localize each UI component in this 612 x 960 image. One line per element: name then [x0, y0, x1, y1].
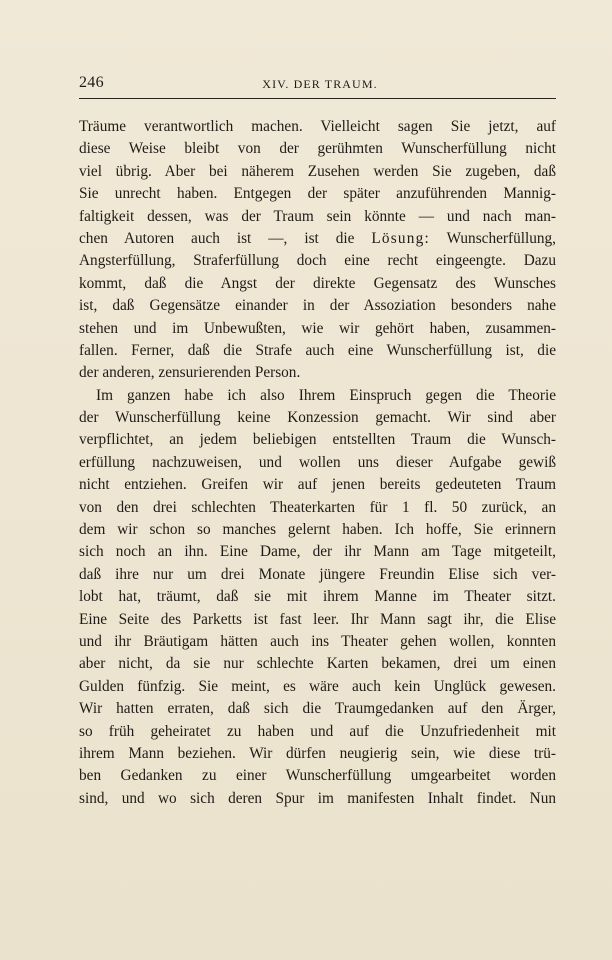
header-rule: [79, 98, 556, 99]
text-line: Wir hatten erraten, daß sich die Traumgedanken auf den Ärger,: [79, 700, 556, 718]
page-header: [79, 70, 541, 94]
text-line: ist, daß Gegensätze einander in der Assoziation besonders nahe: [79, 297, 556, 315]
text-line: von den drei schlechten Theaterkarten für 1 fl. 50 zurück, an: [79, 498, 556, 516]
text-line: faltigkeit dessen, was der Traum sein könnte — und nach man-: [79, 207, 556, 225]
text-line-with-emphasis: [79, 228, 556, 250]
emphasis-spaced: Lösung:: [371, 229, 430, 247]
text-fragment: Wunscherfüllung,: [446, 229, 556, 247]
text-line: erfüllung nachzuweisen, und wollen uns dieser Aufgabe gewiß: [79, 453, 556, 471]
text-line: der anderen, zensurierenden Person.: [79, 364, 301, 382]
text-line: stehen und im Unbewußten, wie wir gehört haben, zusammen-: [79, 319, 556, 337]
text-line: Sie unrecht haben. Entgegen der später anzuführenden Mannig-: [79, 185, 556, 203]
text-line: verpflichtet, an jedem beliebigen entstellten Traum die Wunsch-: [79, 431, 556, 449]
text-line: Träume verantwortlich machen. Vielleicht sagen Sie jetzt, auf: [79, 118, 556, 135]
text-line: Eine Seite des Parketts ist fast leer. Ihr Mann sagt ihr, die Elise: [79, 610, 556, 628]
page-number: 246: [79, 74, 104, 91]
running-head: XIV. DER TRAUM.: [262, 77, 378, 91]
text-line: und ihr Bräutigam hätten auch ins Theater gehen wollen, konnten: [79, 632, 556, 650]
text-line: kommt, daß die Angst der direkte Gegensatz des Wunsches: [79, 274, 556, 292]
text-line: sind, und wo sich deren Spur im manifesten Inhalt findet. Nun: [79, 789, 556, 807]
paragraph-start-line: Im ganzen habe ich also Ihrem Einspruch gegen die Theorie: [96, 386, 556, 404]
text-line: fallen. Ferner, daß die Strafe auch eine Wunscherfüllung ist, die: [79, 341, 556, 359]
text-line: daß ihre nur um drei Monate jüngere Freundin Elise sich ver-: [79, 565, 556, 583]
text-line: der Wunscherfüllung keine Konzession gemacht. Wir sind aber: [79, 409, 556, 427]
body-text: [79, 116, 556, 810]
text-line: ben Gedanken zu einer Wunscherfüllung umgearbeitet worden: [79, 767, 556, 785]
text-line: sich noch an ihn. Eine Dame, der ihr Mann am Tage mitgeteilt,: [79, 543, 556, 561]
text-line: lobt hat, träumt, daß sie mit ihrem Manne im Theater sitzt.: [79, 588, 556, 606]
text-fragment: chen Autoren auch ist —, ist die: [79, 229, 355, 247]
text-line: Angsterfüllung, Straferfüllung doch eine recht eingeengte. Dazu: [79, 252, 556, 270]
text-line: aber nicht, da sie nur schlechte Karten bekamen, drei um einen: [79, 655, 556, 673]
text-line: nicht entziehen. Greifen wir auf jenen bereits gedeuteten Traum: [79, 476, 556, 494]
text-line: so früh geheiratet zu haben und auf die Unzufriedenheit mit: [79, 722, 556, 740]
text-line: ihrem Mann beziehen. Wir dürfen neugierig sein, wie diese trü-: [79, 744, 556, 762]
text-line: dem wir schon so manches gelernt haben. Ich hoffe, Sie erinnern: [79, 521, 556, 539]
text-line: viel übrig. Aber bei näherem Zusehen werden Sie zugeben, daß: [79, 162, 556, 180]
text-line: diese Weise bleibt von der gerühmten Wunscherfüllung nicht: [79, 140, 556, 158]
text-line: Gulden fünfzig. Sie meint, es wäre auch kein Unglück gewesen.: [79, 677, 556, 695]
